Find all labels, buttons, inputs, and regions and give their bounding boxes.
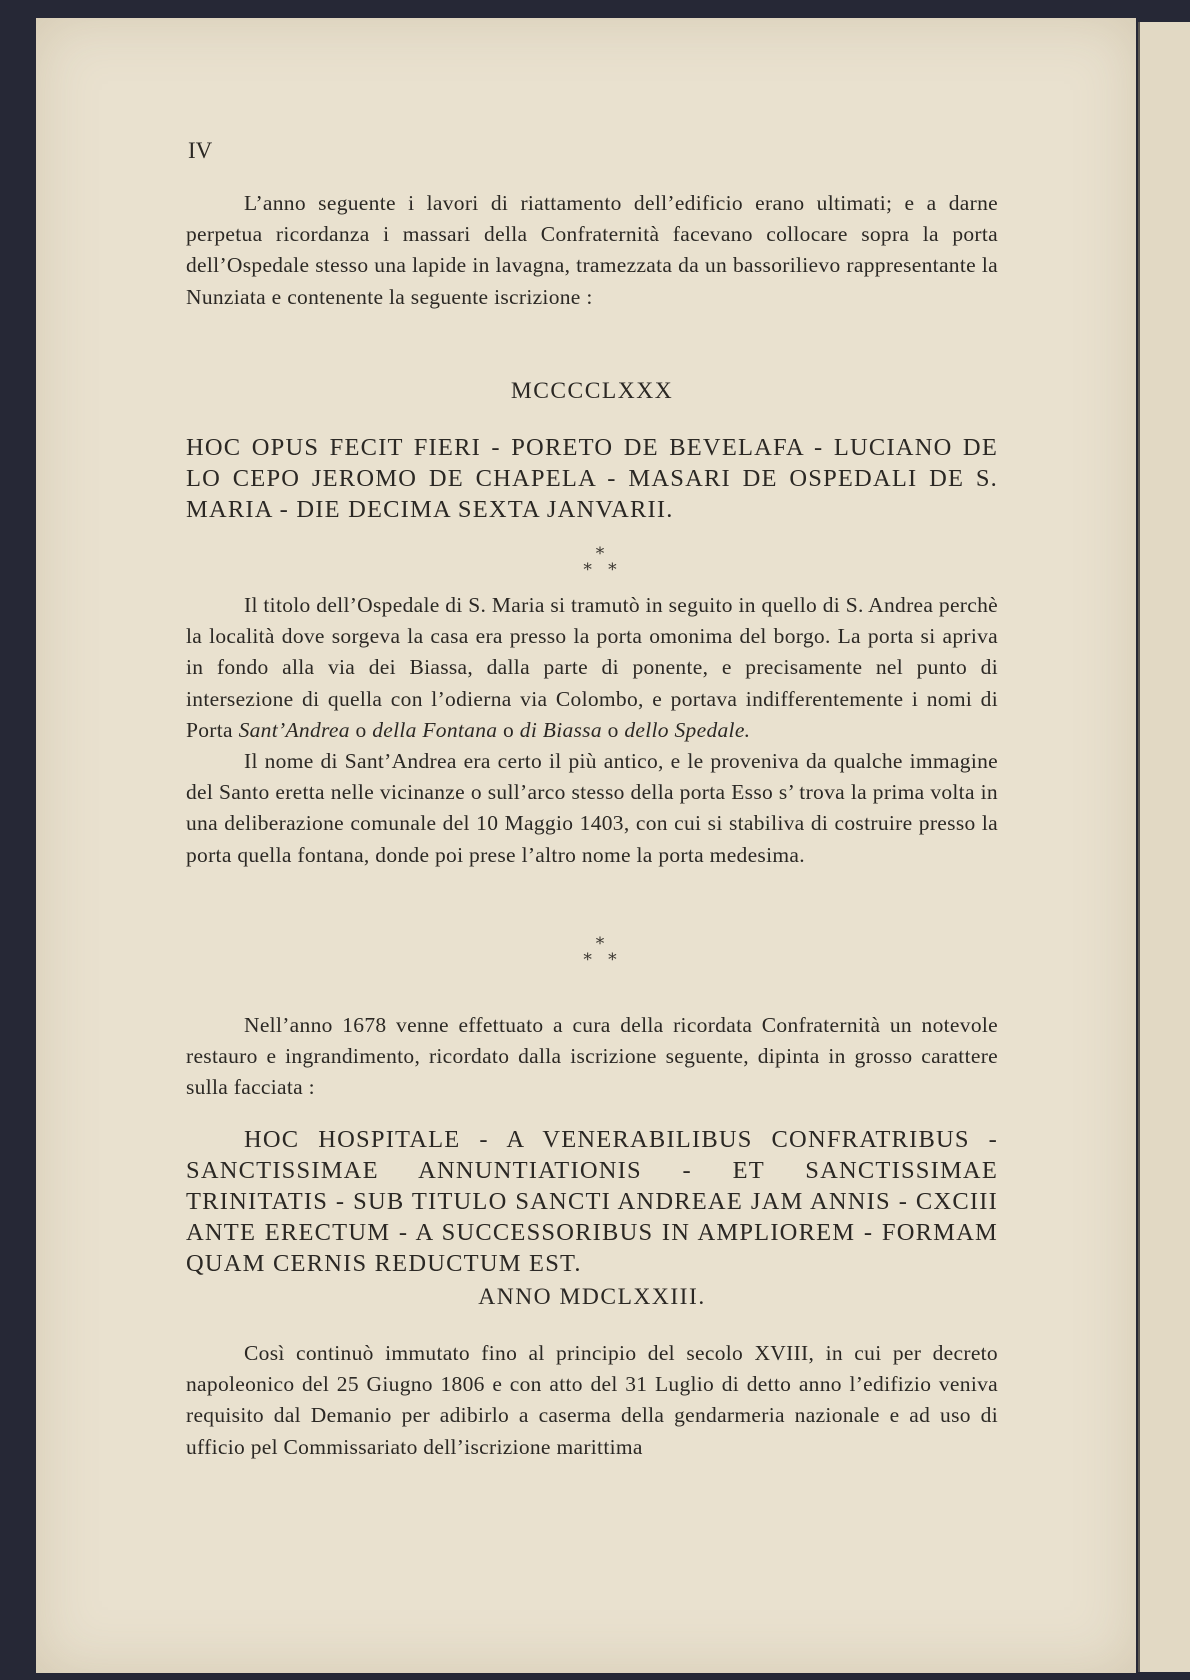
paragraph-2-body: Il titolo dell’Ospedale di S. Maria si tramutò in seguito in quello di S. Andrea perchè la località dove sorgeva la casa era presso la porta omonima del borgo. La porta si apriva in fondo alla via dei Biassa, dalla parte di ponente, e precisamente nel punto di intersezione di quella con l’odierna via Colombo, e portava indifferentemente i nomi di Porta xyxy=(186,593,998,742)
inscription-2-text: HOC HOSPITALE - A VENERABILIBUS CONFRATRIBUS - SANCTISSIMAE ANNUNTIATIONIS - ET SANCTISSIMAE TRINITATIS - SUB TITULO SANCTI ANDREAE JAM ANNIS - CXCIII ANTE ERECTUM - A SUCCESSORIBUS IN AMPLIOREM - FORMAM QUAM CERNIS REDUCTUM EST. xyxy=(186,1126,998,1277)
name-dello-spedale: dello Spedale. xyxy=(624,717,751,742)
asterism-bottom-stars: * * xyxy=(583,950,617,970)
paragraph-4-text: Nell’anno 1678 venne effettuato a cura della ricordata Confraternità un notevole restauro e ingrandimento, ricordato dalla iscrizione seguente, dipinta in grosso carattere sulla facciata : xyxy=(186,1013,998,1100)
paragraph-2 xyxy=(186,590,998,871)
name-della-fontana: della Fontana xyxy=(372,717,498,742)
inscription-2 xyxy=(186,1124,998,1279)
paragraph-2-text xyxy=(186,590,998,746)
paragraph-5-text: Così continuò immutato fino al principio del secolo XVIII, in cui per decreto napoleonico del 25 Giugno 1806 e con atto del 31 Luglio di detto anno l’edifizio veniva requisito dal Demanio per adibirlo a caserma della gendarmeria nazionale e ad uso di ufficio pel Commissariato dell’iscrizione marittima xyxy=(186,1341,998,1459)
asterism-top-star: * xyxy=(595,544,605,564)
asterism-top-star: * xyxy=(595,934,605,954)
separator-asterism-1 xyxy=(560,546,640,578)
conjunction-o-2: o xyxy=(503,717,515,742)
inscription-1-year: MCCCCLXXX xyxy=(510,378,674,404)
name-sant-andrea: Sant’Andrea xyxy=(238,717,350,742)
paragraph-4 xyxy=(186,1010,998,1104)
page-number: IV xyxy=(188,138,213,163)
paragraph-1-text: L’anno seguente i lavori di riattamento dell’edificio erano ultimati; e a darne perpetua ricordanza i massari della Confraternità facevano collocare sopra la porta dell’Ospedale stesso una lapide in lavagna, tramezzata da un bassorilievo rappresentante la Nunziata e contenente la seguente iscrizione : xyxy=(186,191,998,309)
inscription-2-year: ANNO MDCLXXIII. xyxy=(478,1284,706,1310)
paragraph-1 xyxy=(186,188,998,313)
conjunction-o-1: o xyxy=(355,717,367,742)
paragraph-5 xyxy=(186,1338,998,1463)
conjunction-o-3: o xyxy=(607,717,619,742)
name-di-biassa: di Biassa xyxy=(519,717,602,742)
inscription-1-text: HOC OPUS FECIT FIERI - PORETO DE BEVELAFA - LUCIANO DE LO CEPO JEROMO DE CHAPELA - MASARI DE OSPEDALI DE S. MARIA - DIE DECIMA SEXTA JANVARII. xyxy=(186,434,998,523)
adjacent-page-edge xyxy=(1138,22,1190,1672)
separator-asterism-2 xyxy=(560,936,640,968)
asterism-bottom-stars: * * xyxy=(583,560,617,580)
inscription-1 xyxy=(186,432,998,525)
paragraph-3-text: Il nome di Sant’Andrea era certo il più antico, e le proveniva da qualche immagine del Santo eretta nelle vicinanze o sull’arco stesso della porta Esso s’ trova la prima volta in una deliberazione comunale del 10 Maggio 1403, con cui si stabiliva di costruire presso la porta quella fontana, donde poi prese l’altro nome la porta medesima. xyxy=(186,749,998,867)
